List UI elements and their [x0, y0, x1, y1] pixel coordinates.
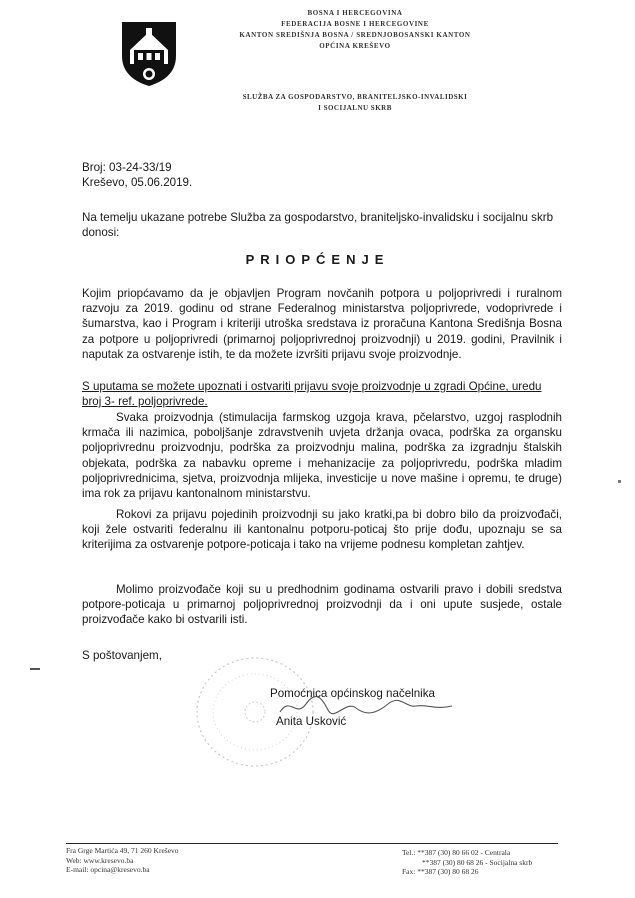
service-name [205, 92, 505, 114]
paragraph-text: Molimo proizvođače koji su u predhodnim godinama ostvarili pravo i dobili sredstva potpore-poticaja u primarnoj poljoprivrednoj proizvodnji da i oni upute susjede, ostale proizvođače kako bi ostvarili isti. [82, 583, 562, 627]
signatory-role: Pomoćnica općinskog načelnika [270, 687, 435, 700]
footer-address-line: Fra Grge Martića 49, 71 260 Kreševo [66, 846, 179, 855]
paragraph-announcement: Kojim priopćavamo da je objavljen Program novčanih potpora u poljoprivredi i ruralnom razvoju za 2019. godinu od strane Federalnog ministarstva poljoprivrede, vodoprivrede i šumarstva, kao i Program i kriteriji utroška sredstava iz proračuna Kantona Središnja Bosna za potpore u poljoprivredi (primarnoj poljoprivrednoj proizvodnji) u 2019. godini, Pravilnik i naputak za ostvarenje istih, te da možete izvršiti prijavu svoje proizvodnje. [82, 287, 562, 361]
paragraph-deadlines [82, 507, 562, 553]
margin-mark [30, 668, 40, 670]
footer-email: E-mail: opcina@kresevo.ba [66, 865, 150, 874]
footer-address [66, 846, 179, 875]
reference-block [82, 160, 192, 190]
footer-contacts [402, 848, 532, 877]
letterhead-line: KANTON SREDIŠNJA BOSNA / SREDNJOBOSANSKI KANTON [239, 31, 471, 39]
letterhead-line: BOSNA I HERCEGOVINA [307, 9, 403, 17]
margin-mark [618, 480, 621, 483]
footer-phone-central: Tel.: **387 (30) 80 66 02 - Centrala [402, 848, 511, 857]
document-number: Broj: 03-24-33/19 [82, 161, 172, 174]
service-line: I SOCIJALNU SKRB [318, 104, 392, 112]
footer-divider [66, 843, 558, 844]
letterhead-line: FEDERACIJA BOSNE I HERCEGOVINE [281, 20, 429, 28]
footer-web: Web: www.kresevo.ba [66, 855, 134, 865]
footer-fax: Fax: **387 (30) 80 68 26 [402, 867, 479, 876]
paragraph-production-types [82, 410, 562, 501]
paragraph-text: Svaka proizvodnja (stimulacija farmskog uzgoja krava, pčelarstvo, uzgoj rasplodnih krmača ili nazimica, poboljšanje zdravstvenih uvjeta držanja ovaca, podrška za organsku poljoprivrednu proizvodnju, podrška za proizvodnju malina, podrška za izgradnju štalskih objekata, podrška za nabavku opreme i mehanizacije za poljoprivredu, podrška mladim poljoprivrednicima, sjetva, proizvodnja mlijeka, investicije u nove mašine i opremu, te druge) ima rok za prijavu kantonalnom ministarstvu. [82, 411, 562, 501]
signatory-name: Anita Usković [276, 715, 347, 728]
footer-phone-social: **387 (30) 80 68 26 - Socijalna skrb [422, 857, 533, 867]
paragraph-request [82, 582, 562, 628]
greeting: S poštovanjem, [82, 649, 162, 662]
intro-text: Na temelju ukazane potrebe Služba za gospodarstvo, braniteljsko-invalidsku i socijalnu skrb donosi: [82, 211, 554, 240]
coat-of-arms-icon [120, 20, 178, 88]
letterhead-line: OPĆINA KREŠEVO [319, 42, 391, 50]
document-title: PRIOPĆENJE [245, 252, 390, 267]
place-date: Kreševo, 05.06.2019. [82, 176, 193, 190]
letterhead [205, 8, 505, 52]
service-line: SLUŽBA ZA GOSPODARSTVO, BRANITELJSKO-INVALIDSKI [242, 93, 468, 101]
paragraph-text: Rokovi za prijavu pojedinih proizvodnji su jako kratki,pa bi dobro bilo da proizvođači, koji žele ostvariti federalnu ili kantonalnu potporu-poticaj što prije dođu, upoznaju se sa kriterijima za ostvarenje potpore-poticaja i tako na vrijeme podnesu kompletan zahtjev. [82, 508, 562, 552]
paragraph-instructions: S uputama se možete upoznati i ostvariti prijavu svoje proizvodnje u zgradi Općine, uredu broj 3- ref. poljoprivrede. [82, 380, 542, 409]
